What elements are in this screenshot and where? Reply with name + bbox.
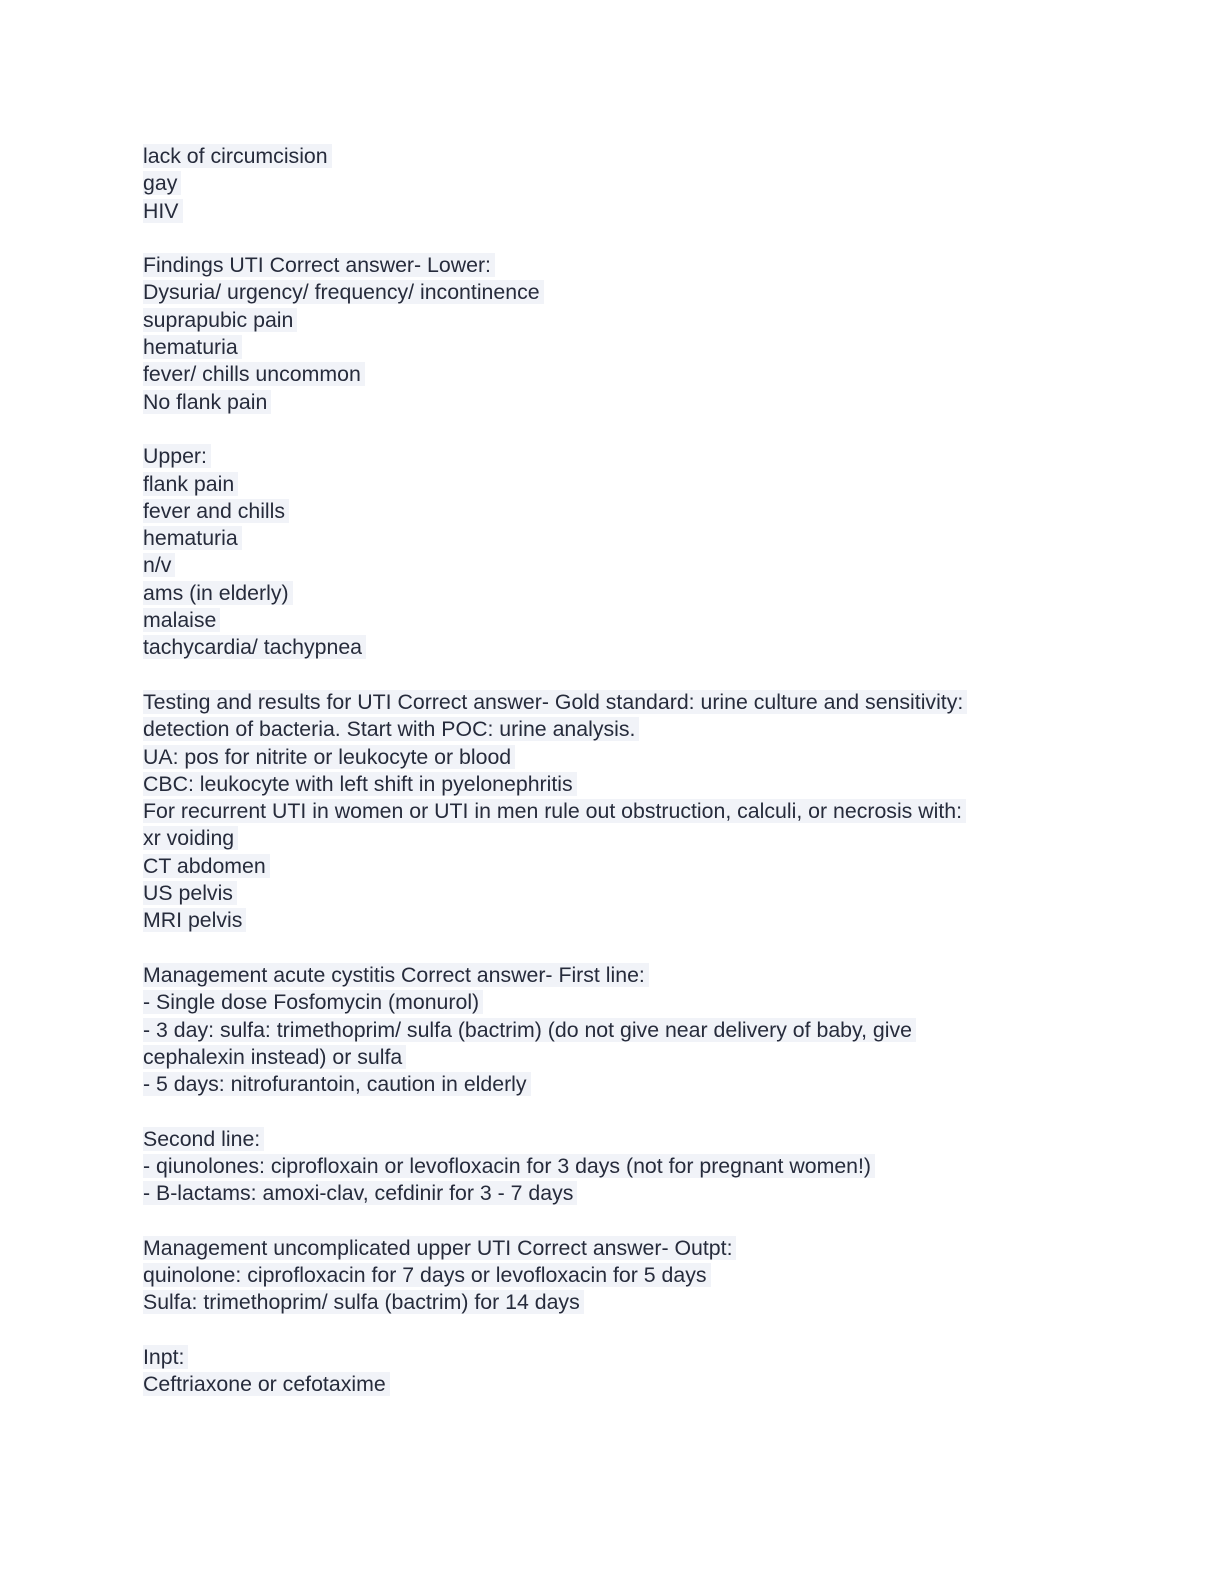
text-line: fever and chills (143, 498, 1103, 525)
text-line: ams (in elderly) (143, 580, 1103, 607)
text-line: suprapubic pain (143, 307, 1103, 334)
text-line: - 3 day: sulfa: trimethoprim/ sulfa (bactrim) (do not give near delivery of baby, give (143, 1017, 1103, 1044)
text-line: cephalexin instead) or sulfa (143, 1044, 1103, 1071)
paragraph-gap (143, 662, 1103, 689)
text-line: lack of circumcision (143, 143, 1103, 170)
section-heading-line: Management acute cystitis Correct answer- First line: (143, 962, 1103, 989)
section-heading-line: Findings UTI Correct answer- Lower: (143, 252, 1103, 279)
text-line: Ceftriaxone or cefotaxime (143, 1371, 1103, 1398)
text-line: - B-lactams: amoxi-clav, cefdinir for 3 - 7 days (143, 1180, 1103, 1207)
text-line: Sulfa: trimethoprim/ sulfa (bactrim) for 14 days (143, 1289, 1103, 1316)
subsection-heading-line: Inpt: (143, 1344, 1103, 1371)
subsection-heading-line: Upper: (143, 443, 1103, 470)
text-line: detection of bacteria. Start with POC: urine analysis. (143, 716, 1103, 743)
text-line: No flank pain (143, 389, 1103, 416)
text-line: UA: pos for nitrite or leukocyte or blood (143, 744, 1103, 771)
document-page (143, 143, 1103, 1399)
text-line: MRI pelvis (143, 907, 1103, 934)
text-line: xr voiding (143, 825, 1103, 852)
section-heading-line: Testing and results for UTI Correct answer- Gold standard: urine culture and sensitivity: (143, 689, 1103, 716)
subsection-heading-line: Second line: (143, 1126, 1103, 1153)
text-line: HIV (143, 198, 1103, 225)
paragraph-gap (143, 416, 1103, 443)
text-line: fever/ chills uncommon (143, 361, 1103, 388)
text-line: - Single dose Fosfomycin (monurol) (143, 989, 1103, 1016)
text-line: quinolone: ciprofloxacin for 7 days or levofloxacin for 5 days (143, 1262, 1103, 1289)
text-line: CBC: leukocyte with left shift in pyelonephritis (143, 771, 1103, 798)
section-heading-line: Management uncomplicated upper UTI Correct answer- Outpt: (143, 1235, 1103, 1262)
text-line: US pelvis (143, 880, 1103, 907)
text-line: n/v (143, 552, 1103, 579)
text-line: hematuria (143, 334, 1103, 361)
text-line: - qiunolones: ciprofloxain or levofloxacin for 3 days (not for pregnant women!) (143, 1153, 1103, 1180)
text-line: For recurrent UTI in women or UTI in men rule out obstruction, calculi, or necrosis with: (143, 798, 1103, 825)
paragraph-gap (143, 1098, 1103, 1125)
paragraph-gap (143, 1317, 1103, 1344)
text-line: flank pain (143, 471, 1103, 498)
paragraph-gap (143, 1208, 1103, 1235)
text-line: - 5 days: nitrofurantoin, caution in elderly (143, 1071, 1103, 1098)
text-line: gay (143, 170, 1103, 197)
paragraph-gap (143, 935, 1103, 962)
paragraph-gap (143, 225, 1103, 252)
text-line: tachycardia/ tachypnea (143, 634, 1103, 661)
text-line: Dysuria/ urgency/ frequency/ incontinence (143, 279, 1103, 306)
text-line: malaise (143, 607, 1103, 634)
text-line: hematuria (143, 525, 1103, 552)
text-line: CT abdomen (143, 853, 1103, 880)
